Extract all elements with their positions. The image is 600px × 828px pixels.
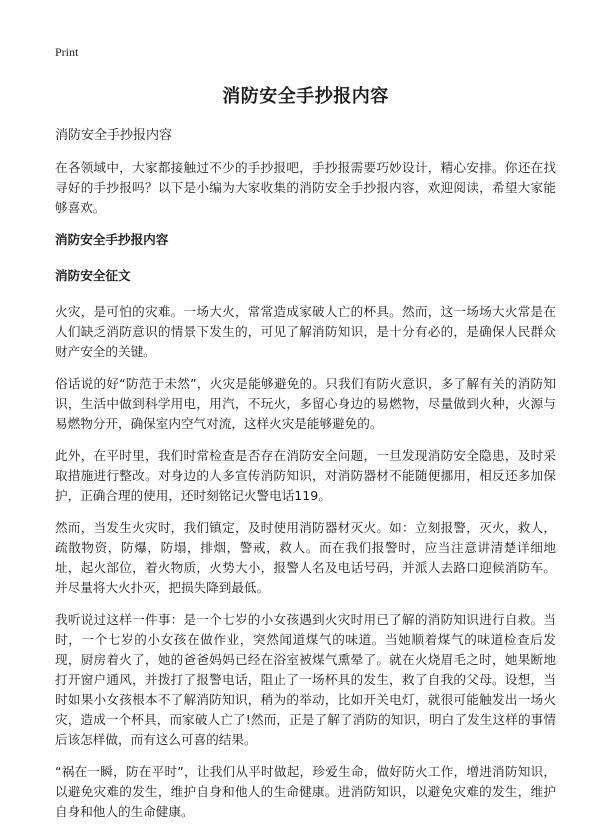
essay-heading: 消防安全征文 <box>55 268 131 283</box>
document-subtitle: 消防安全手抄报内容 <box>55 128 173 143</box>
section-heading: 消防安全手抄报内容 <box>55 232 169 247</box>
essay-paragraph-5: 我听说过这样一件事：是一个七岁的小女孩遇到火灾时用已了解的消防知识进行自救。当时，一个七岁的小女孩在做作业，突然闻道煤气的味道。当她顺着煤气的味道检查后发现，厨房着火了，她的爸爸妈妈已经在浴室被煤气熏晕了。就在火烧眉毛之时，她果断地打开窗户通风，并拨打了报警电话，阻止了一场杯具的发生，救了自我的父母。设想，当时如果小女孩根本不了解消防知识，稍为的举动，比如开关电灯，就很可能触发出一场火灾，造成一个杯具，而家破人亡了!然而，正是了解了消防的知识，明白了发生这样的事情后该怎样做，而有这么可喜的结果。 <box>55 612 556 747</box>
essay-paragraph-6: “祸在一瞬，防在平时”，让我们从平时做起，珍爱生命，做好防火工作，增进消防知识，以避免灾难的发生，维护自身和他人的生命健康。进消防知识，以避免灾难的发生，维护自身和他人的生命健康。 <box>55 764 556 819</box>
page-title: 消防安全手抄报内容 <box>222 86 389 107</box>
essay-paragraph-3: 此外，在平时里，我们时常检查是否存在消防安全问题，一旦发现消防安全隐患，及时采取措施进行整改。对身边的人多宣传消防知识，对消防器材不能随便挪用，相反还多加保护，正确合理的使用，还时刻铭记火警电话119。 <box>55 448 556 503</box>
essay-paragraph-1: 火灾，是可怕的灾难。一场大火，常常造成家破人亡的杯具。然而，这一场场大火常是在人们缺乏消防意识的情景下发生的，可见了解消防知识，是十分有必的，是确保人民群众财产安全的关键。 <box>55 304 556 359</box>
intro-paragraph: 在各领域中，大家都接触过不少的手抄报吧，手抄报需要巧妙设计，精心安排。你还在找寻好的手抄报吗？以下是小编为大家收集的消防安全手抄报内容，欢迎阅读，希望大家能够喜欢。 <box>55 160 556 215</box>
essay-paragraph-2: 俗话说的好“防范于未然”，火灾是能够避免的。只我们有防火意识，多了解有关的消防知识，生活中做到科学用电，用汽，不玩火，多留心身边的易燃物，尽量做到火种，火源与易燃物分开，确保室内空气对流，这样火灾是能够避免的。 <box>55 376 556 431</box>
essay-paragraph-4: 然而，当发生火灾时，我们镇定，及时使用消防器材灭火。如：立刻报警，灭火，救人，疏散物资，防爆，防塌，排烟，警戒，救人。而在我们报警时，应当注意讲清楚详细地址，起火部位，着火物质，火势大小，报警人名及电话号码，并派人去路口迎候消防车。并尽量将大火扑灭，把损失降到最低。 <box>55 520 556 595</box>
print-link[interactable]: Print <box>55 45 79 59</box>
